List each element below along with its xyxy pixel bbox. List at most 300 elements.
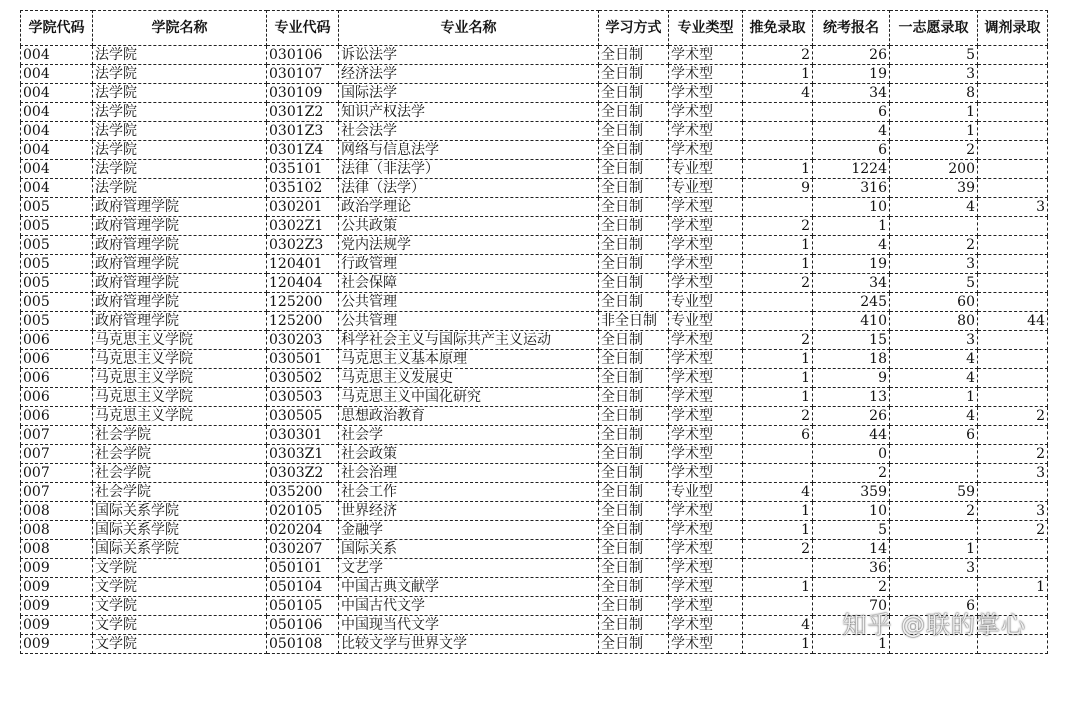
table-row	[21, 521, 1048, 540]
table-cell: 公共政策	[339, 217, 599, 236]
table-cell: 公共管理	[339, 293, 599, 312]
table-row	[21, 179, 1048, 198]
table-cell: 1	[813, 635, 890, 654]
table-row	[21, 65, 1048, 84]
table-cell: 050108	[267, 635, 339, 654]
table-cell: 59	[890, 483, 978, 502]
table-cell: 0303Z2	[267, 464, 339, 483]
table-cell: 学术型	[669, 578, 743, 597]
table-cell: 学术型	[669, 464, 743, 483]
table-cell: 008	[21, 540, 93, 559]
table-cell: 文学院	[93, 616, 267, 635]
column-header: 学院代码	[21, 11, 93, 46]
table-cell: 全日制	[599, 445, 669, 464]
table-cell: 1	[743, 65, 813, 84]
table-row	[21, 160, 1048, 179]
table-cell	[978, 179, 1048, 198]
table-row	[21, 464, 1048, 483]
table-cell: 2	[743, 331, 813, 350]
table-cell: 030201	[267, 198, 339, 217]
table-cell: 008	[21, 521, 93, 540]
table-cell: 金融学	[339, 521, 599, 540]
table-cell: 社会保障	[339, 274, 599, 293]
table-cell: 3	[890, 255, 978, 274]
table-cell: 全日制	[599, 597, 669, 616]
table-cell: 法学院	[93, 84, 267, 103]
table-row	[21, 274, 1048, 293]
table-cell: 政府管理学院	[93, 236, 267, 255]
table-cell: 3	[978, 198, 1048, 217]
table-cell: 050105	[267, 597, 339, 616]
table-cell: 2	[978, 521, 1048, 540]
table-cell: 004	[21, 141, 93, 160]
table-cell: 经济法学	[339, 65, 599, 84]
table-cell: 政治学理论	[339, 198, 599, 217]
table-cell	[743, 464, 813, 483]
table-cell: 4	[890, 407, 978, 426]
table-cell	[743, 597, 813, 616]
table-cell: 全日制	[599, 369, 669, 388]
table-cell: 70	[813, 597, 890, 616]
table-row	[21, 331, 1048, 350]
table-cell: 文学院	[93, 635, 267, 654]
table-cell: 009	[21, 578, 93, 597]
table-cell: 全日制	[599, 293, 669, 312]
table-cell: 030503	[267, 388, 339, 407]
table-cell: 44	[813, 426, 890, 445]
table-cell: 公共管理	[339, 312, 599, 331]
table-cell: 思想政治教育	[339, 407, 599, 426]
table-cell: 007	[21, 464, 93, 483]
table-cell: 1	[890, 122, 978, 141]
table-cell	[978, 255, 1048, 274]
table-cell: 学术型	[669, 559, 743, 578]
table-cell: 学术型	[669, 103, 743, 122]
table-cell: 文学院	[93, 578, 267, 597]
table-cell: 007	[21, 445, 93, 464]
table-cell: 39	[890, 179, 978, 198]
table-cell: 8	[890, 84, 978, 103]
table-cell: 全日制	[599, 616, 669, 635]
table-row	[21, 103, 1048, 122]
table-cell: 政府管理学院	[93, 293, 267, 312]
table-cell: 125200	[267, 293, 339, 312]
table-cell: 030502	[267, 369, 339, 388]
table-cell: 2	[978, 445, 1048, 464]
table-cell: 法学院	[93, 103, 267, 122]
table-cell: 2	[743, 46, 813, 65]
table-cell: 网络与信息法学	[339, 141, 599, 160]
table-cell: 004	[21, 84, 93, 103]
table-cell: 9	[743, 179, 813, 198]
table-cell: 1	[743, 160, 813, 179]
table-cell: 全日制	[599, 236, 669, 255]
table-row	[21, 388, 1048, 407]
table-cell: 学术型	[669, 616, 743, 635]
table-cell: 马克思主义学院	[93, 350, 267, 369]
table-cell: 200	[890, 160, 978, 179]
table-cell: 学术型	[669, 84, 743, 103]
table-cell: 359	[813, 483, 890, 502]
table-cell: 知识产权法学	[339, 103, 599, 122]
table-cell: 1	[743, 388, 813, 407]
table-cell: 专业型	[669, 179, 743, 198]
table-cell: 全日制	[599, 122, 669, 141]
table-cell: 4	[890, 369, 978, 388]
table-row	[21, 369, 1048, 388]
table-cell: 1	[743, 369, 813, 388]
table-cell: 1	[743, 635, 813, 654]
table-cell: 120401	[267, 255, 339, 274]
table-cell: 2	[743, 407, 813, 426]
table-cell: 1	[743, 255, 813, 274]
table-cell: 120404	[267, 274, 339, 293]
table-cell: 学术型	[669, 597, 743, 616]
table-cell: 马克思主义学院	[93, 331, 267, 350]
table-cell: 005	[21, 255, 93, 274]
table-cell: 全日制	[599, 540, 669, 559]
table-row	[21, 426, 1048, 445]
table-cell: 1	[743, 578, 813, 597]
table-cell: 009	[21, 597, 93, 616]
table-cell: 2	[813, 578, 890, 597]
table-cell: 4	[743, 84, 813, 103]
table-cell: 全日制	[599, 198, 669, 217]
table-cell: 4	[813, 122, 890, 141]
table-row	[21, 255, 1048, 274]
table-cell: 005	[21, 274, 93, 293]
table-cell: 全日制	[599, 635, 669, 654]
table-cell: 国际法学	[339, 84, 599, 103]
table-row	[21, 483, 1048, 502]
table-cell: 社会法学	[339, 122, 599, 141]
table-cell: 专业型	[669, 483, 743, 502]
table-row	[21, 407, 1048, 426]
table-cell	[743, 198, 813, 217]
table-cell: 19	[813, 255, 890, 274]
table-cell	[978, 483, 1048, 502]
table-row	[21, 236, 1048, 255]
table-cell	[978, 331, 1048, 350]
table-cell: 030109	[267, 84, 339, 103]
table-cell: 009	[21, 616, 93, 635]
table-cell	[890, 521, 978, 540]
table-cell: 学术型	[669, 198, 743, 217]
table-cell: 专业型	[669, 312, 743, 331]
table-cell: 诉讼法学	[339, 46, 599, 65]
table-cell: 34	[813, 274, 890, 293]
table-cell	[743, 293, 813, 312]
table-cell: 6	[813, 141, 890, 160]
table-cell: 马克思主义基本原理	[339, 350, 599, 369]
table-cell: 政府管理学院	[93, 255, 267, 274]
table-cell: 030207	[267, 540, 339, 559]
table-cell: 0302Z1	[267, 217, 339, 236]
table-cell: 4	[890, 198, 978, 217]
table-cell	[743, 122, 813, 141]
table-cell: 学术型	[669, 236, 743, 255]
column-header: 推免录取	[743, 11, 813, 46]
table-cell: 030301	[267, 426, 339, 445]
table-cell: 005	[21, 293, 93, 312]
column-header: 统考报名	[813, 11, 890, 46]
table-cell: 社会政策	[339, 445, 599, 464]
table-cell: 全日制	[599, 426, 669, 445]
table-cell: 学术型	[669, 274, 743, 293]
table-cell: 政府管理学院	[93, 274, 267, 293]
table-cell: 006	[21, 350, 93, 369]
table-cell: 全日制	[599, 255, 669, 274]
table-cell: 2	[890, 236, 978, 255]
table-cell: 4	[890, 350, 978, 369]
table-cell: 410	[813, 312, 890, 331]
table-cell: 全日制	[599, 559, 669, 578]
table-cell: 政府管理学院	[93, 312, 267, 331]
table-cell	[978, 65, 1048, 84]
column-header: 专业类型	[669, 11, 743, 46]
table-cell	[978, 369, 1048, 388]
table-cell: 1	[743, 236, 813, 255]
column-header: 学习方式	[599, 11, 669, 46]
table-cell: 学术型	[669, 502, 743, 521]
table-cell: 0303Z1	[267, 445, 339, 464]
column-header: 调剂录取	[978, 11, 1048, 46]
table-cell: 法律（法学）	[339, 179, 599, 198]
table-cell: 050101	[267, 559, 339, 578]
table-cell: 4	[743, 483, 813, 502]
table-cell	[743, 445, 813, 464]
table-cell: 007	[21, 483, 93, 502]
table-cell: 法学院	[93, 141, 267, 160]
table-cell: 1	[978, 578, 1048, 597]
table-row	[21, 293, 1048, 312]
table-cell: 全日制	[599, 388, 669, 407]
table-cell	[978, 236, 1048, 255]
table-cell: 030203	[267, 331, 339, 350]
table-cell: 004	[21, 160, 93, 179]
table-cell: 0301Z2	[267, 103, 339, 122]
table-cell: 245	[813, 293, 890, 312]
table-cell: 6	[813, 103, 890, 122]
table-cell	[978, 350, 1048, 369]
table-cell: 2	[890, 502, 978, 521]
table-cell: 比较文学与世界文学	[339, 635, 599, 654]
table-row	[21, 578, 1048, 597]
table-cell: 学术型	[669, 217, 743, 236]
table-cell: 国际关系学院	[93, 502, 267, 521]
table-cell: 非全日制	[599, 312, 669, 331]
table-cell: 050104	[267, 578, 339, 597]
table-cell: 法律（非法学）	[339, 160, 599, 179]
table-cell	[978, 274, 1048, 293]
table-cell: 34	[813, 84, 890, 103]
table-cell: 马克思主义学院	[93, 388, 267, 407]
table-cell: 全日制	[599, 502, 669, 521]
table-cell: 004	[21, 122, 93, 141]
table-cell: 社会学院	[93, 426, 267, 445]
table-cell: 文学院	[93, 559, 267, 578]
table-cell: 全日制	[599, 217, 669, 236]
table-cell: 全日制	[599, 407, 669, 426]
table-cell: 18	[813, 350, 890, 369]
table-cell: 政府管理学院	[93, 198, 267, 217]
table-cell: 006	[21, 388, 93, 407]
table-cell: 1	[890, 540, 978, 559]
table-cell: 学术型	[669, 255, 743, 274]
table-cell	[978, 559, 1048, 578]
table-cell: 005	[21, 198, 93, 217]
table-cell: 007	[21, 426, 93, 445]
table-cell: 020204	[267, 521, 339, 540]
table-cell: 44	[978, 312, 1048, 331]
table-cell: 全日制	[599, 464, 669, 483]
table-cell: 006	[21, 331, 93, 350]
table-row	[21, 198, 1048, 217]
table-cell: 马克思主义中国化研究	[339, 388, 599, 407]
table-cell: 马克思主义学院	[93, 407, 267, 426]
table-cell: 马克思主义学院	[93, 369, 267, 388]
table-cell: 005	[21, 217, 93, 236]
table-cell: 030106	[267, 46, 339, 65]
table-cell: 学术型	[669, 521, 743, 540]
table-row	[21, 46, 1048, 65]
column-header: 一志愿录取	[890, 11, 978, 46]
table-cell: 1	[890, 103, 978, 122]
table-cell: 学术型	[669, 407, 743, 426]
table-cell: 0302Z3	[267, 236, 339, 255]
table-cell	[743, 141, 813, 160]
table-cell: 10	[813, 502, 890, 521]
table-cell: 15	[813, 331, 890, 350]
table-cell: 法学院	[93, 46, 267, 65]
table-cell: 中国古代文学	[339, 597, 599, 616]
table-cell: 社会学	[339, 426, 599, 445]
table-cell: 80	[890, 312, 978, 331]
table-cell: 1	[743, 350, 813, 369]
table-cell: 006	[21, 407, 93, 426]
table-cell	[890, 445, 978, 464]
table-cell: 国际关系	[339, 540, 599, 559]
table-cell: 全日制	[599, 274, 669, 293]
table-row	[21, 217, 1048, 236]
table-body	[21, 46, 1048, 654]
table-cell	[978, 84, 1048, 103]
table-cell: 6	[890, 597, 978, 616]
table-cell: 26	[813, 46, 890, 65]
table-cell	[978, 46, 1048, 65]
table-cell: 19	[813, 65, 890, 84]
table-cell	[890, 464, 978, 483]
table-cell: 学术型	[669, 331, 743, 350]
table-cell	[978, 103, 1048, 122]
table-cell: 学术型	[669, 46, 743, 65]
table-cell: 0301Z3	[267, 122, 339, 141]
table-cell: 学术型	[669, 350, 743, 369]
table-cell: 004	[21, 65, 93, 84]
admission-sheet	[20, 10, 1048, 654]
table-row	[21, 445, 1048, 464]
table-cell: 10	[813, 198, 890, 217]
table-cell: 1	[743, 502, 813, 521]
table-cell: 14	[813, 540, 890, 559]
table-cell: 国际关系学院	[93, 521, 267, 540]
table-cell: 法学院	[93, 122, 267, 141]
table-cell: 学术型	[669, 388, 743, 407]
table-cell: 社会工作	[339, 483, 599, 502]
table-cell	[890, 217, 978, 236]
table-cell: 文学院	[93, 597, 267, 616]
table-cell	[978, 540, 1048, 559]
table-cell: 专业型	[669, 293, 743, 312]
table-cell: 3	[890, 65, 978, 84]
table-cell: 学术型	[669, 65, 743, 84]
table-cell: 26	[813, 407, 890, 426]
table-cell: 3	[890, 559, 978, 578]
table-cell: 全日制	[599, 65, 669, 84]
table-cell: 法学院	[93, 179, 267, 198]
table-cell: 030505	[267, 407, 339, 426]
table-cell: 1	[743, 521, 813, 540]
table-cell: 006	[21, 369, 93, 388]
table-cell: 050106	[267, 616, 339, 635]
table-cell: 专业型	[669, 160, 743, 179]
table-cell: 125200	[267, 312, 339, 331]
table-cell: 3	[978, 502, 1048, 521]
table-cell: 035101	[267, 160, 339, 179]
table-cell	[743, 312, 813, 331]
table-cell: 0301Z4	[267, 141, 339, 160]
table-cell: 13	[813, 388, 890, 407]
table-cell: 学术型	[669, 122, 743, 141]
table-cell: 3	[890, 331, 978, 350]
table-cell: 004	[21, 179, 93, 198]
table-cell: 中国古典文献学	[339, 578, 599, 597]
table-cell: 全日制	[599, 179, 669, 198]
table-cell: 社会学院	[93, 464, 267, 483]
table-cell	[978, 293, 1048, 312]
table-cell: 学术型	[669, 369, 743, 388]
table-cell: 5	[890, 46, 978, 65]
table-cell: 2	[813, 464, 890, 483]
table-cell: 2	[743, 274, 813, 293]
table-cell: 社会治理	[339, 464, 599, 483]
column-header: 专业代码	[267, 11, 339, 46]
table-cell: 5	[890, 274, 978, 293]
table-row	[21, 540, 1048, 559]
table-cell: 4	[743, 616, 813, 635]
table-cell: 004	[21, 46, 93, 65]
table-cell: 政府管理学院	[93, 217, 267, 236]
table-cell: 全日制	[599, 160, 669, 179]
table-cell: 全日制	[599, 350, 669, 369]
table-cell: 全日制	[599, 331, 669, 350]
table-cell: 3	[978, 464, 1048, 483]
table-cell: 社会学院	[93, 445, 267, 464]
table-cell: 行政管理	[339, 255, 599, 274]
table-cell: 全日制	[599, 46, 669, 65]
table-cell: 9	[813, 369, 890, 388]
table-cell: 马克思主义发展史	[339, 369, 599, 388]
table-cell: 社会学院	[93, 483, 267, 502]
table-cell	[978, 141, 1048, 160]
table-cell: 6	[743, 426, 813, 445]
table-cell: 316	[813, 179, 890, 198]
table-cell	[890, 578, 978, 597]
table-cell: 6	[890, 426, 978, 445]
table-row	[21, 559, 1048, 578]
column-header: 学院名称	[93, 11, 267, 46]
table-cell: 2	[890, 141, 978, 160]
